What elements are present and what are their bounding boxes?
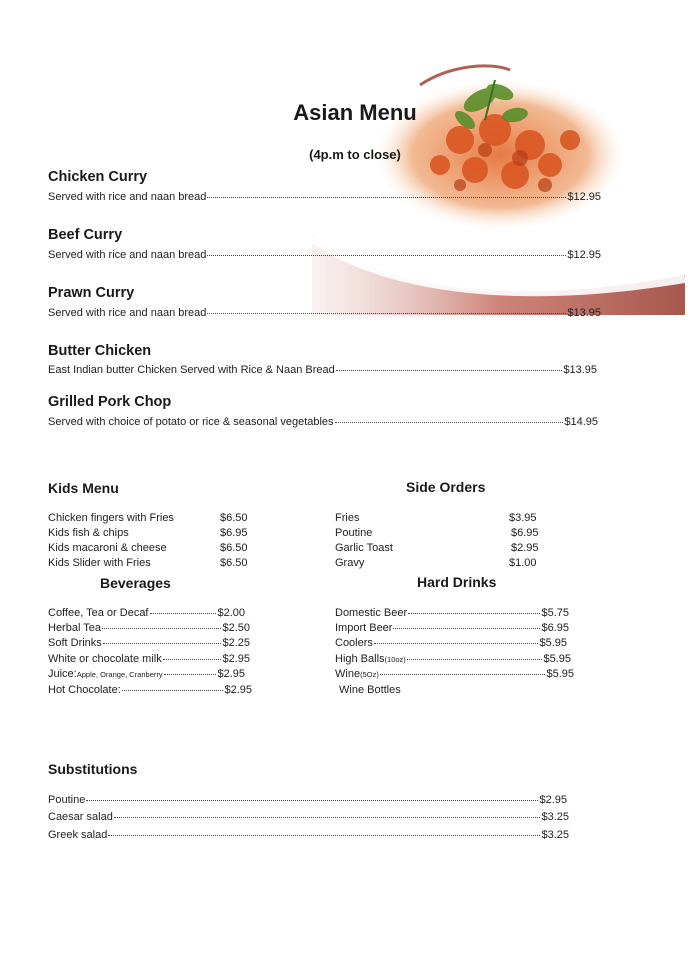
side-item-price: $6.95 xyxy=(511,527,539,539)
main-item-desc: Served with rice and naan bread xyxy=(48,307,207,319)
leader-dots xyxy=(102,628,221,629)
kids-item-price: $6.50 xyxy=(220,542,248,554)
kids-item-name: Chicken fingers with Fries xyxy=(48,512,174,524)
main-item-desc: East Indian butter Chicken Served with Rice & Naan Bread xyxy=(48,364,335,376)
main-item-line xyxy=(48,249,601,261)
hard-drink-price: $5.95 xyxy=(546,668,574,680)
leader-dots xyxy=(408,613,540,614)
beverage-item xyxy=(48,607,245,619)
beverage-name: Soft Drinks xyxy=(48,637,102,649)
hard-drink-name: Domestic Beer xyxy=(335,607,408,619)
substitution-price: $3.25 xyxy=(541,829,569,841)
hard-drink-price: $6.95 xyxy=(541,622,569,634)
kids-item-name: Kids macaroni & cheese xyxy=(48,542,167,554)
side-item-price: $2.95 xyxy=(511,542,539,554)
side-orders-heading: Side Orders xyxy=(406,479,486,495)
leader-dots xyxy=(380,674,546,675)
main-item-name: Beef Curry xyxy=(48,227,123,243)
leader-dots xyxy=(122,690,224,691)
substitution-price: $2.95 xyxy=(539,794,567,806)
beverage-item xyxy=(48,668,245,680)
hard-drink-name: Coolers xyxy=(335,637,373,649)
beverage-item xyxy=(48,684,252,696)
hard-drink-price: $5.95 xyxy=(539,637,567,649)
main-item-price: $12.95 xyxy=(567,191,601,203)
menu-title: Asian Menu xyxy=(293,100,417,125)
kids-item-price: $6.50 xyxy=(220,557,248,569)
kids-item-name: Kids fish & chips xyxy=(48,527,129,539)
leader-dots xyxy=(86,800,538,801)
leader-dots xyxy=(164,674,217,675)
main-item-line xyxy=(48,191,601,203)
main-item-desc: Served with rice and naan bread xyxy=(48,191,207,203)
main-item-name: Chicken Curry xyxy=(48,169,148,185)
kids-item-name: Kids Slider with Fries xyxy=(48,557,151,569)
side-item-name: Fries xyxy=(335,512,360,524)
hard-drink-item xyxy=(335,622,569,634)
hard-drink-note: (5Oz) xyxy=(360,670,379,679)
main-item-desc: Served with choice of potato or rice & seasonal vegetables xyxy=(48,416,334,428)
beverage-item xyxy=(48,637,250,649)
kids-item-price: $6.50 xyxy=(220,512,248,524)
leader-dots xyxy=(150,613,217,614)
hard-drink-item xyxy=(335,607,569,619)
substitution-name: Greek salad xyxy=(48,829,108,841)
menu-hours: (4p.m to close) xyxy=(309,147,401,162)
leader-dots xyxy=(207,197,566,198)
beverage-note: Apple, Orange, Cranberry xyxy=(76,670,163,679)
leader-dots xyxy=(103,643,222,644)
substitution-item xyxy=(48,811,569,823)
beverage-name: Hot Chocolate: xyxy=(48,684,121,696)
main-item-name: Prawn Curry xyxy=(48,285,135,301)
main-item-price: $13.95 xyxy=(567,307,601,319)
beverage-item xyxy=(48,622,250,634)
side-item-name: Garlic Toast xyxy=(335,542,393,554)
substitution-name: Caesar salad xyxy=(48,811,113,823)
substitution-item xyxy=(48,829,569,841)
leader-dots xyxy=(114,817,541,818)
beverage-price: $2.95 xyxy=(217,668,245,680)
beverage-price: $2.50 xyxy=(222,622,250,634)
hard-drinks-heading: Hard Drinks xyxy=(417,574,497,590)
hard-drink-item xyxy=(335,668,574,680)
main-item-line xyxy=(48,416,598,428)
kids-menu-heading: Kids Menu xyxy=(48,480,119,496)
beverage-price: $2.95 xyxy=(224,684,252,696)
beverage-price: $2.25 xyxy=(222,637,250,649)
main-item-line xyxy=(48,307,601,319)
leader-dots xyxy=(335,422,564,423)
leader-dots xyxy=(374,643,539,644)
kids-item-price: $6.95 xyxy=(220,527,248,539)
substitution-name: Poutine xyxy=(48,794,86,806)
side-item-name: Poutine xyxy=(335,527,373,539)
side-item-name: Gravy xyxy=(335,557,365,569)
beverage-price: $2.95 xyxy=(222,653,250,665)
side-item-price: $3.95 xyxy=(509,512,537,524)
leader-dots xyxy=(393,628,540,629)
leader-dots xyxy=(207,255,566,256)
main-item-price: $14.95 xyxy=(564,416,598,428)
main-item-price: $12.95 xyxy=(567,249,601,261)
leader-dots xyxy=(163,659,222,660)
hard-drink-price: $5.75 xyxy=(541,607,569,619)
main-item-name: Butter Chicken xyxy=(48,343,152,359)
hard-drink-name: Wine xyxy=(335,668,361,680)
beverage-price: $2.00 xyxy=(217,607,245,619)
wine-bottles-label: Wine Bottles xyxy=(339,684,401,696)
substitution-price: $3.25 xyxy=(541,811,569,823)
hard-drink-price: $5.95 xyxy=(543,653,571,665)
leader-dots xyxy=(407,659,543,660)
leader-dots xyxy=(336,370,563,371)
hard-drink-note: (10oz) xyxy=(384,655,406,664)
side-item-price: $1.00 xyxy=(509,557,537,569)
main-item-desc: Served with rice and naan bread xyxy=(48,249,207,261)
hard-drink-item xyxy=(335,637,567,649)
beverage-name: Herbal Tea xyxy=(48,622,101,634)
substitution-item xyxy=(48,794,567,806)
beverage-name: Juice: xyxy=(48,668,77,680)
leader-dots xyxy=(108,835,540,836)
beverages-heading: Beverages xyxy=(100,575,171,591)
hard-drink-item xyxy=(335,653,571,665)
hard-drink-name: Import Beer xyxy=(335,622,393,634)
hard-drink-name: High Balls xyxy=(335,653,385,665)
main-item-name: Grilled Pork Chop xyxy=(48,394,172,410)
main-item-line xyxy=(48,364,597,376)
beverage-name: White or chocolate milk xyxy=(48,653,162,665)
beverage-item xyxy=(48,653,250,665)
beverage-name: Coffee, Tea or Decaf xyxy=(48,607,149,619)
main-item-price: $13.95 xyxy=(563,364,597,376)
leader-dots xyxy=(207,313,566,314)
substitutions-heading: Substitutions xyxy=(48,761,138,777)
